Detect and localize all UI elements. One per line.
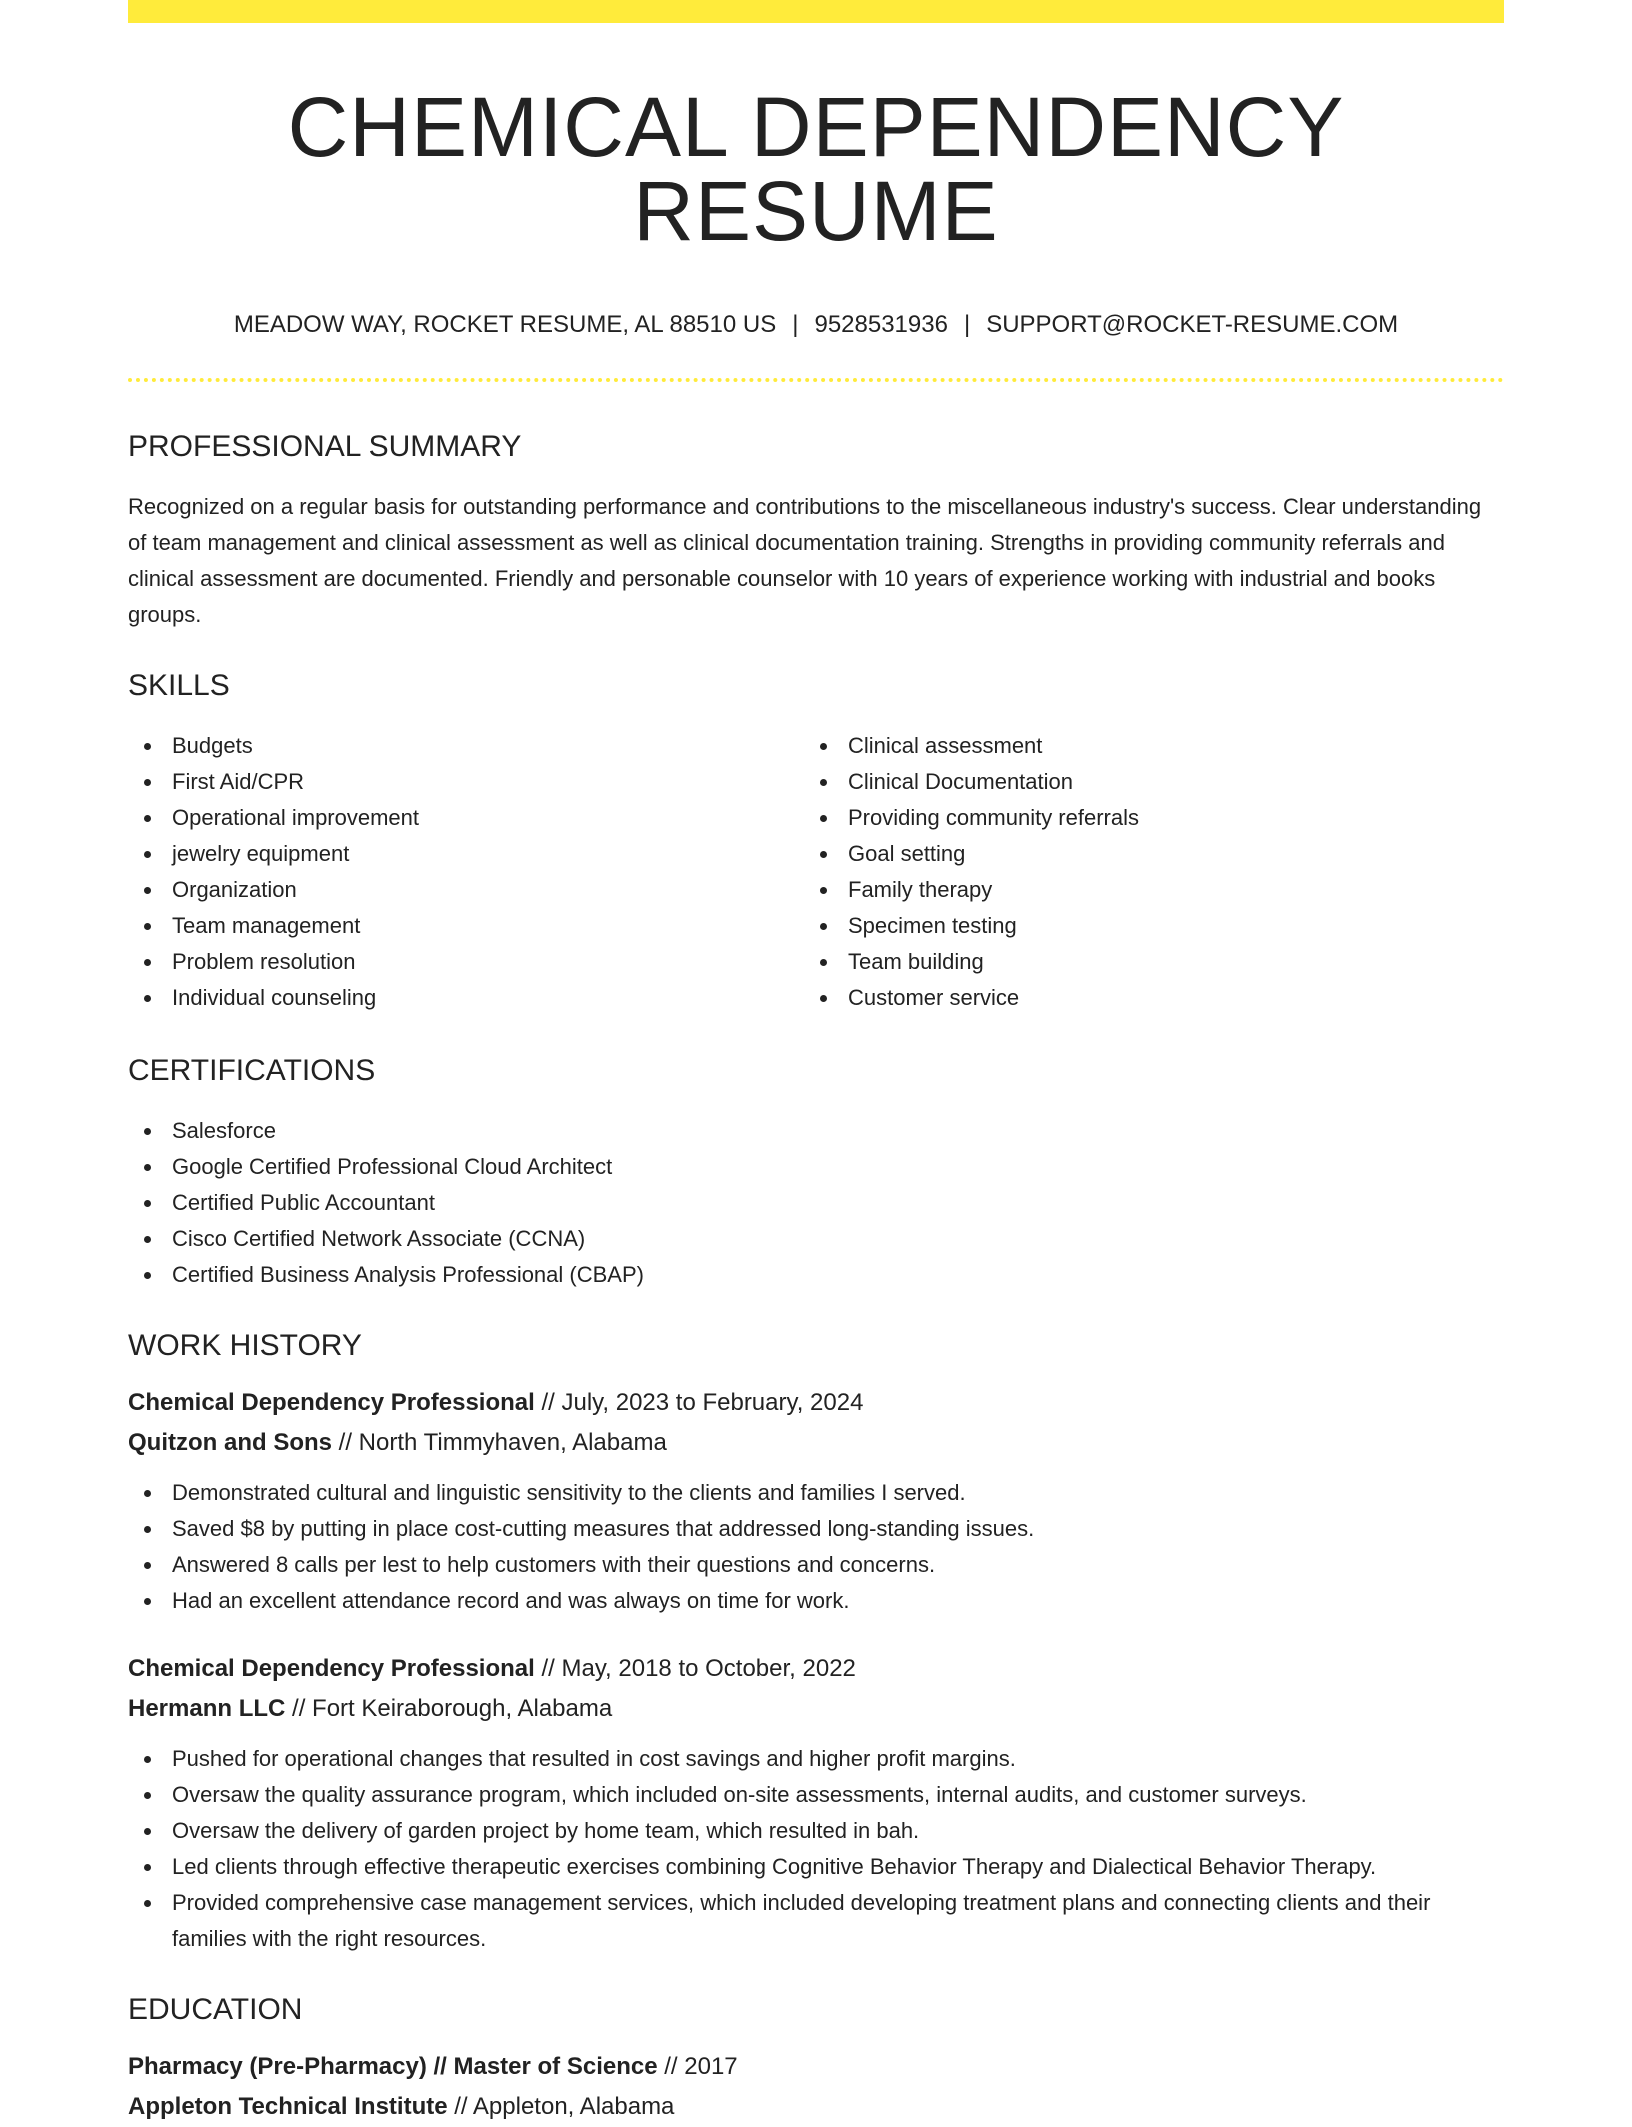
certification-item: Google Certified Professional Cloud Architect [128,1149,1504,1185]
job-title-line [128,1649,1504,1689]
summary-heading: PROFESSIONAL SUMMARY [128,430,522,463]
certifications-list [128,1113,1504,1293]
accent-top-bar [128,0,1504,23]
contact-line [128,311,1504,339]
skill-item: Individual counseling [128,980,804,1016]
education-school: Appleton Technical Institute [128,2093,448,2120]
education-school-line [128,2087,1504,2127]
contact-address: MEADOW WAY, ROCKET RESUME, AL 88510 US [233,311,777,338]
summary-text: Recognized on a regular basis for outstanding performance and contributions to the miscellaneous industry's success. Clear understanding of team management and clinical assessment as well as clinical documentation training. Strengths in providing community referrals and clinical assessment are documented. Friendly and personable counselor with 10 years of experience working with industrial and books groups. [128,494,1482,627]
education-location: // Appleton, Alabama [447,2093,675,2120]
job-dates: // July, 2023 to February, 2024 [534,1389,864,1416]
job-dates: // May, 2018 to October, 2022 [534,1655,856,1682]
job-company-line [128,1689,1504,1729]
skill-item: Team management [128,908,804,944]
job-entry [128,1649,1504,1957]
skill-item: Goal setting [804,836,1480,872]
skills-list-left [128,728,804,1016]
certification-item: Cisco Certified Network Associate (CCNA) [128,1221,1504,1257]
skill-item: Organization [128,872,804,908]
skill-item: jewelry equipment [128,836,804,872]
education-entry [128,2047,1504,2127]
job-bullet-list [128,1741,1504,1957]
work-history-section [128,1331,1504,1957]
job-role: Chemical Dependency Professional [128,1655,535,1682]
resume-page [128,0,1504,2127]
skill-item: Operational improvement [128,800,804,836]
education-heading: EDUCATION [128,1993,303,2026]
job-location: // North Timmyhaven, Alabama [332,1429,667,1456]
job-bullet: Answered 8 calls per lest to help customers with their questions and concerns. [128,1547,1504,1583]
resume-title: CHEMICAL DEPENDENCY RESUME [287,80,1345,258]
job-bullet: Oversaw the delivery of garden project by home team, which resulted in bah. [128,1813,1504,1849]
job-bullet: Led clients through effective therapeutic exercises combining Cognitive Behavior Therapy and Dialectical Behavior Therapy. [128,1849,1504,1885]
skill-item: Family therapy [804,872,1480,908]
contact-email: SUPPORT@ROCKET-RESUME.COM [986,311,1399,338]
education-degree: Pharmacy (Pre-Pharmacy) // Master of Science [128,2053,658,2080]
job-bullet: Provided comprehensive case management services, which included developing treatment plans and connecting clients and their families with the right resources. [128,1885,1504,1957]
skill-item: Budgets [128,728,804,764]
contact-separator: | [963,311,971,338]
skills-section [128,671,1504,1016]
job-company: Quitzon and Sons [128,1429,332,1456]
certification-item: Certified Business Analysis Professional (CBAP) [128,1257,1504,1293]
job-company: Hermann LLC [128,1695,286,1722]
job-bullet: Pushed for operational changes that resulted in cost savings and higher profit margins. [128,1741,1504,1777]
skills-heading: SKILLS [128,669,230,702]
job-entry [128,1383,1504,1619]
job-bullet: Demonstrated cultural and linguistic sensitivity to the clients and families I served. [128,1475,1504,1511]
contact-separator: | [792,311,799,338]
certifications-section [128,1056,1504,1293]
dotted-divider [128,378,1504,382]
job-location: // Fort Keiraborough, Alabama [285,1695,613,1722]
work-history-heading: WORK HISTORY [128,1329,362,1362]
education-degree-line [128,2047,1504,2087]
job-company-line [128,1423,1504,1463]
skill-item: Customer service [804,980,1480,1016]
certification-item: Salesforce [128,1113,1504,1149]
contact-phone: 9528531936 [814,311,948,338]
job-bullet-list [128,1475,1504,1619]
summary-section [128,432,1504,633]
skill-item: Clinical Documentation [804,764,1480,800]
skills-columns [128,728,1504,1016]
skills-list-right [804,728,1480,1016]
skill-item: Specimen testing [804,908,1480,944]
job-title-line [128,1383,1504,1423]
skill-item: Problem resolution [128,944,804,980]
education-section [128,1995,1504,2127]
education-year: // 2017 [657,2053,738,2080]
skill-item: Providing community referrals [804,800,1480,836]
skill-item: Clinical assessment [804,728,1480,764]
skill-item: First Aid/CPR [128,764,804,800]
skill-item: Team building [804,944,1480,980]
job-bullet: Saved $8 by putting in place cost-cutting measures that addressed long-standing issues. [128,1511,1504,1547]
certification-item: Certified Public Accountant [128,1185,1504,1221]
certifications-heading: CERTIFICATIONS [128,1054,376,1087]
job-bullet: Oversaw the quality assurance program, which included on-site assessments, internal audits, and customer surveys. [128,1777,1504,1813]
job-bullet: Had an excellent attendance record and was always on time for work. [128,1583,1504,1619]
job-role: Chemical Dependency Professional [128,1389,535,1416]
